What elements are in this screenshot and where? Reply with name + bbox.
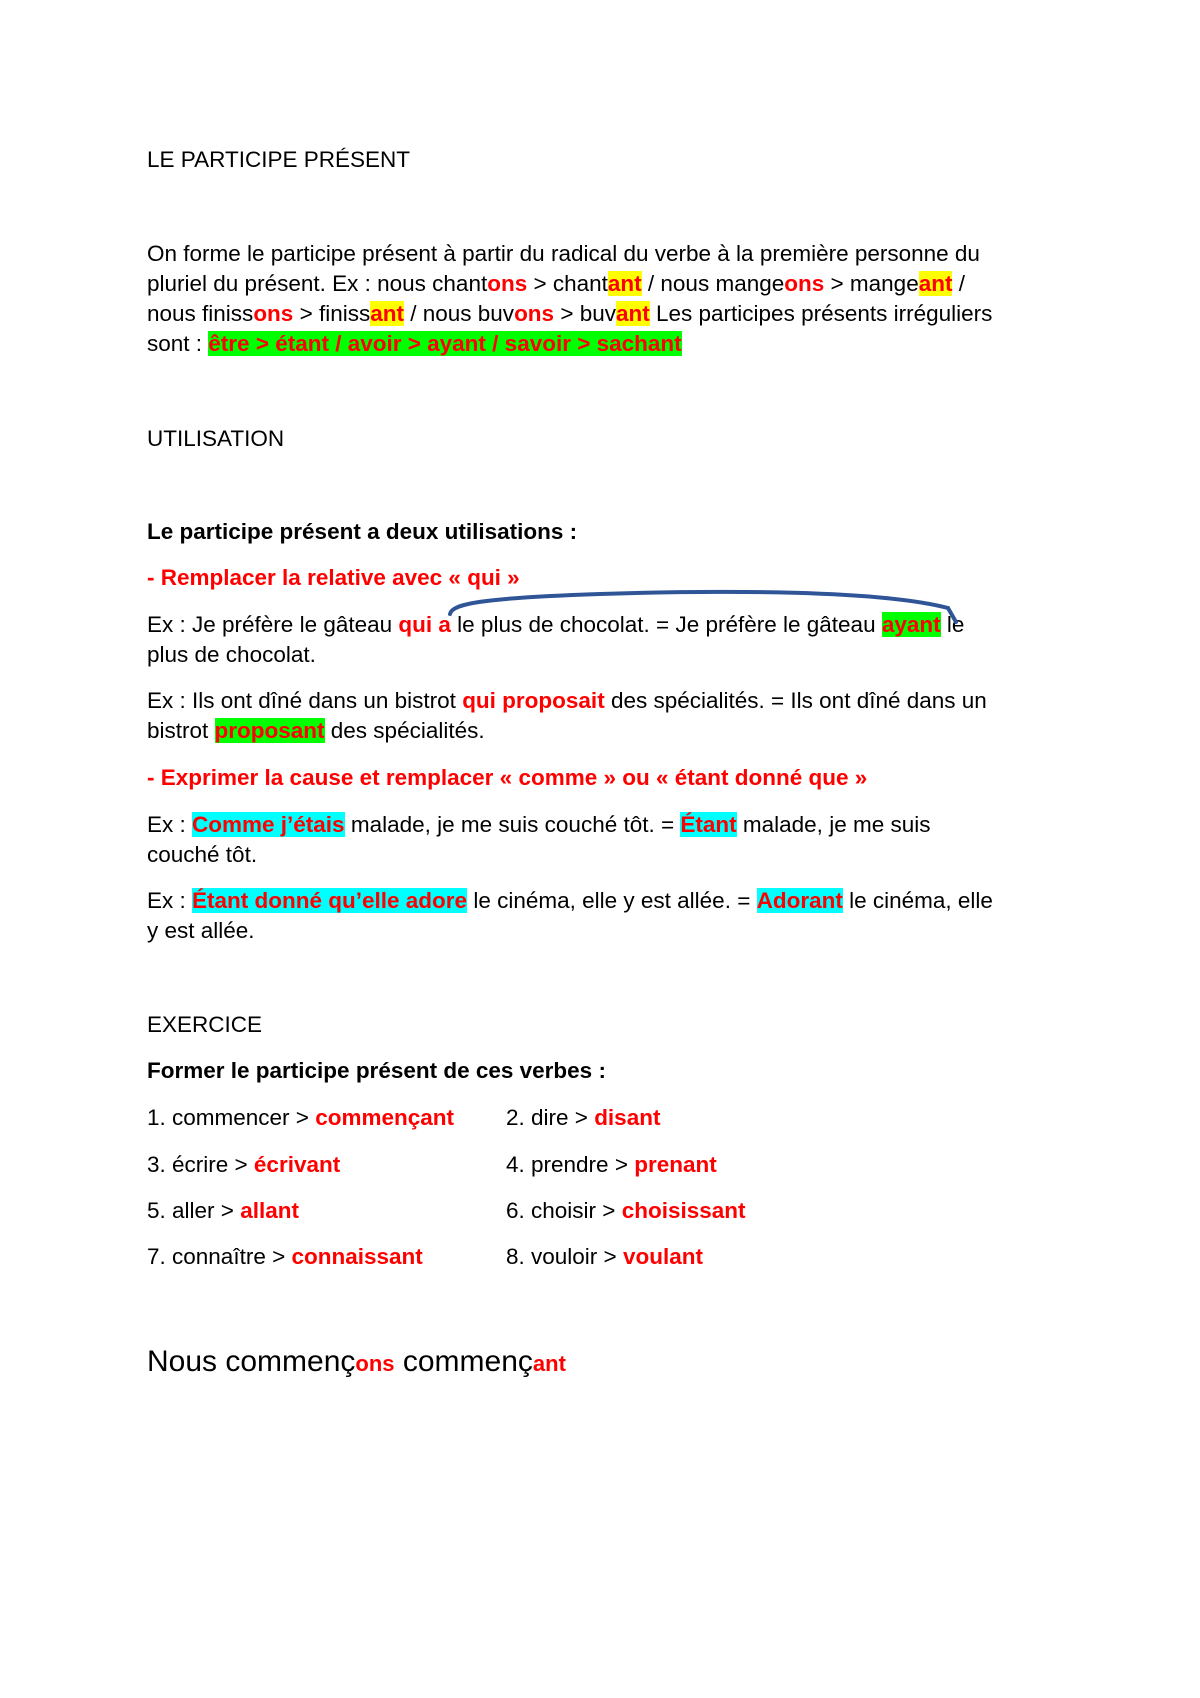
example-1-line-1: Ex : Je préfère le gâteau qui a le plus de chocolat. = Je préfère le gâteau ayant le <box>147 612 965 637</box>
exercise-item: 8. vouloir > voulant <box>506 1244 703 1269</box>
exercice-lead: Former le participe présent de ces verbes : <box>147 1058 606 1083</box>
rule-1: - Remplacer la relative avec « qui » <box>147 565 520 590</box>
exercice-heading: EXERCICE <box>147 1012 263 1037</box>
page-title: LE PARTICIPE PRÉSENT <box>147 147 410 172</box>
example-3-line-1: Ex : Comme j’étais malade, je me suis couché tôt. = Étant malade, je me suis <box>147 812 931 837</box>
intro-line-2: pluriel du présent. Ex : nous chantons > chantant / nous mangeons > mangeant / <box>147 271 965 296</box>
exercise-item: 5. aller > allant <box>147 1198 299 1223</box>
intro-line-4: sont : être > étant / avoir > ayant / savoir > sachant <box>147 331 682 356</box>
exercise-item: 6. choisir > choisissant <box>506 1198 746 1223</box>
exercise-item: 2. dire > disant <box>506 1105 661 1130</box>
exercise-item: 3. écrire > écrivant <box>147 1152 341 1177</box>
rule-2: - Exprimer la cause et remplacer « comme » ou « étant donné que » <box>147 765 868 790</box>
exercise-item: 7. connaître > connaissant <box>147 1244 423 1269</box>
example-3-line-2: couché tôt. <box>147 842 258 867</box>
example-2-line-1: Ex : Ils ont dîné dans un bistrot qui proposait des spécialités. = Ils ont dîné dans un <box>147 688 987 713</box>
exercise-item: 1. commencer > commençant <box>147 1105 454 1130</box>
example-4-line-2: y est allée. <box>147 918 255 943</box>
exercise-item: 4. prendre > prenant <box>506 1152 717 1177</box>
intro-line-1: On forme le participe présent à partir du radical du verbe à la première personne du <box>147 241 980 266</box>
utilisation-heading: UTILISATION <box>147 426 285 451</box>
intro-line-3: nous finissons > finissant / nous buvons > buvant Les participes présents irréguliers <box>147 301 993 326</box>
example-4-line-1: Ex : Étant donné qu’elle adore le cinéma, elle y est allée. = Adorant le cinéma, elle <box>147 888 993 913</box>
utilisation-lead: Le participe présent a deux utilisations : <box>147 519 578 544</box>
example-1-line-2: plus de chocolat. <box>147 642 316 667</box>
arc-stroke <box>450 592 948 614</box>
irregular-participles: être > étant / avoir > ayant / savoir > sachant <box>208 331 682 356</box>
handwritten-note: Nous commençons commençant <box>147 1345 566 1378</box>
example-2-line-2: bistrot proposant des spécialités. <box>147 718 485 743</box>
arc-hook <box>948 608 956 622</box>
